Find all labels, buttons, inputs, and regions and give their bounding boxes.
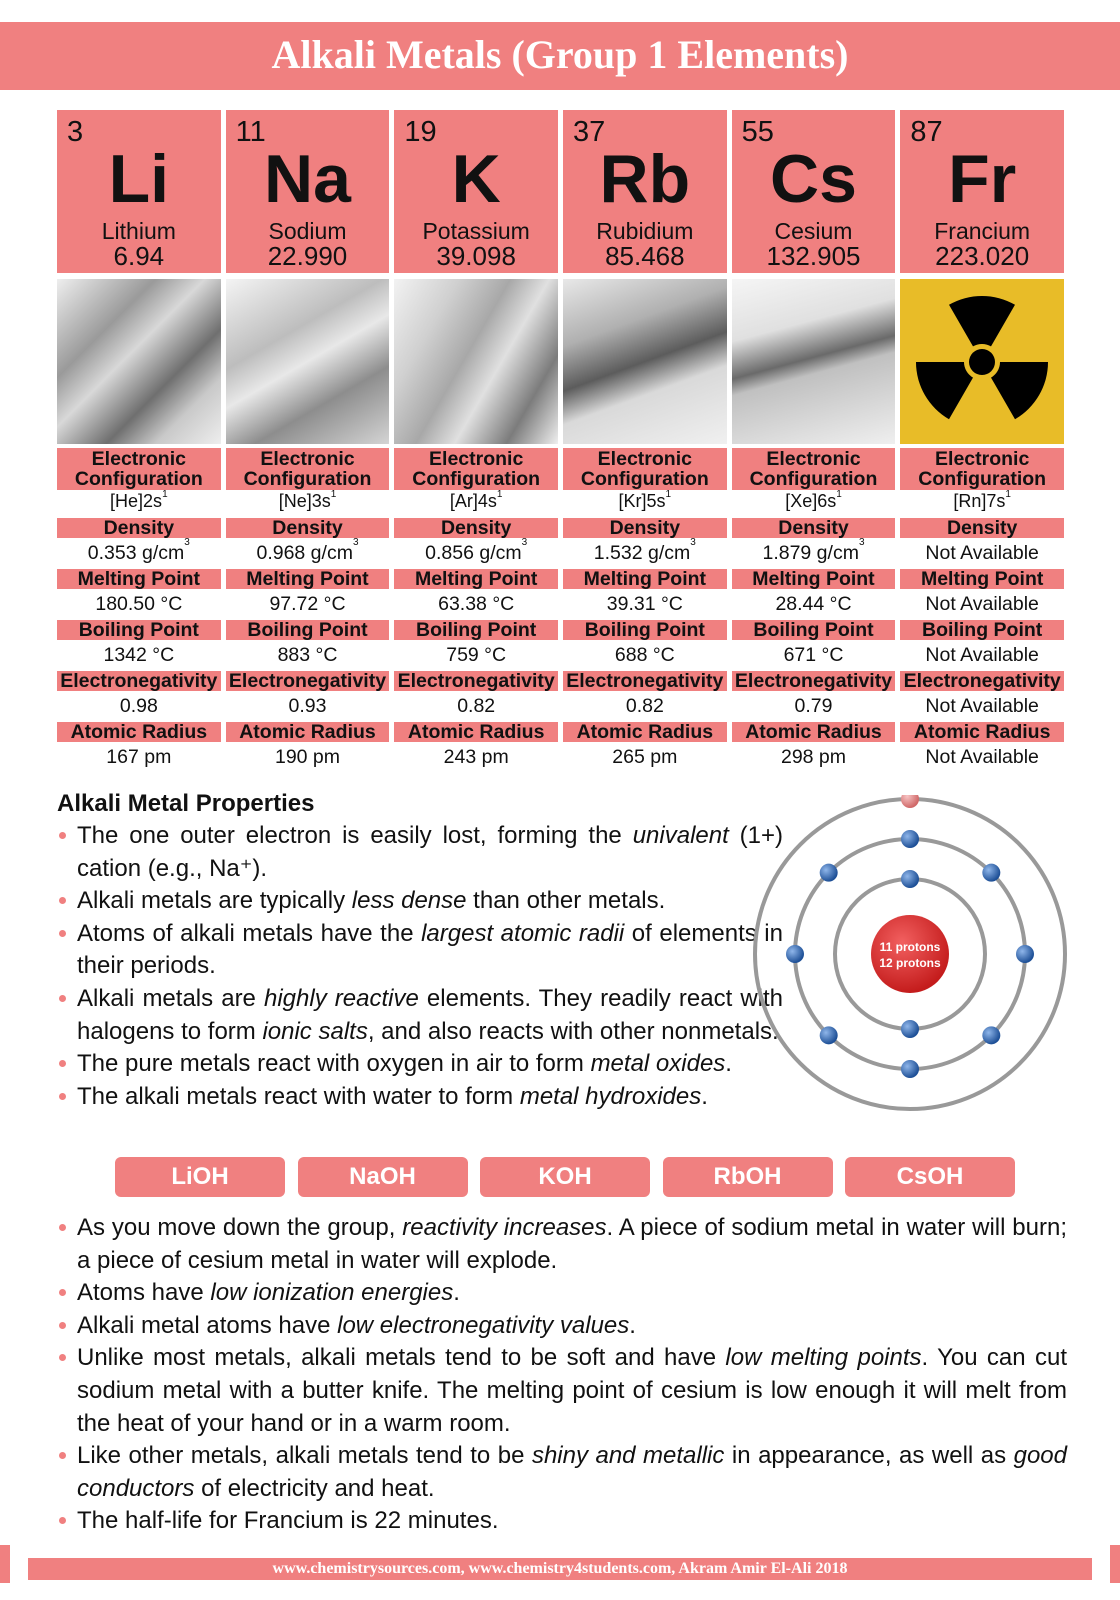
label-boiling: Boiling Point <box>394 620 558 640</box>
text-run: highly reactive <box>264 984 419 1012</box>
value-melting <box>900 589 1064 616</box>
value-text: 759 °C <box>446 644 507 666</box>
value-text: [Xe]6s <box>785 491 837 511</box>
text-run: . A piece of sodium metal in water will burn; a piece of cesium metal in water will explode. <box>77 1214 1067 1274</box>
label-boiling: Boiling Point <box>732 620 896 640</box>
element-photo <box>394 279 558 444</box>
value-density: 0.856 $g/cm^3$ <box>425 537 528 564</box>
value-text: Not Available <box>925 593 1039 615</box>
text-run: less dense <box>351 887 467 915</box>
list-item <box>57 1277 1067 1310</box>
atomic-mass: 132.905 <box>766 241 861 271</box>
text-run: . <box>701 1082 708 1110</box>
middle-electron <box>982 1026 1000 1044</box>
hydroxide-badge-csoh: CsOH <box>845 1157 1015 1197</box>
label-en: Electronegativity <box>732 671 896 691</box>
value-text: [He]2s <box>110 491 163 511</box>
page-title: Alkali Metals (Group 1 Elements) <box>0 22 1120 90</box>
value-en <box>57 691 221 718</box>
value-text: 243 pm <box>443 746 509 768</box>
properties-list-bottom <box>57 1212 1067 1538</box>
element-name: Sodium <box>268 218 347 244</box>
label-config: Electronic Configuration <box>57 448 221 490</box>
element-name: Potassium <box>422 218 530 244</box>
value-en <box>226 691 390 718</box>
label-en: Electronegativity <box>900 671 1064 691</box>
text-run: The alkali metals react with water to form <box>77 1082 520 1110</box>
label-en: Electronegativity <box>563 671 727 691</box>
text-run: . You can cut sodium metal with a butter knife. The melting point of cesium is low enough it will melt from the heat of your hand or in a warm room. <box>77 1344 1067 1437</box>
list-item <box>57 1342 1067 1440</box>
label-boiling: Boiling Point <box>900 620 1064 640</box>
value-boiling <box>57 640 221 667</box>
text-run: , and also reacts with other nonmetals. <box>367 1017 779 1045</box>
middle-electron <box>901 1060 919 1078</box>
element-name: Lithium <box>101 218 176 244</box>
atomic-mass: 85.468 <box>605 241 685 271</box>
element-column-cs <box>732 110 896 769</box>
value-config: $[Ne]3s^1$ <box>278 489 337 511</box>
text-run: The half-life for Francium is 22 minutes. <box>77 1507 499 1535</box>
value-config: $[Ar]4s^1$ <box>449 489 503 511</box>
hydroxide-badge-naoh: NaOH <box>298 1157 468 1197</box>
element-tile <box>394 110 558 273</box>
list-item <box>57 1440 1067 1505</box>
middle-electron <box>982 864 1000 882</box>
text-run: . <box>725 1050 732 1078</box>
hydroxide-badge-koh: KOH <box>480 1157 650 1197</box>
middle-electron <box>901 830 919 848</box>
value-text: 0.79 <box>794 695 833 717</box>
nucleus <box>871 915 949 993</box>
element-symbol: Fr <box>948 141 1017 217</box>
value-text: [Ne]3s <box>278 491 331 511</box>
label-en: Electronegativity <box>57 671 221 691</box>
value-density <box>900 538 1064 565</box>
label-boiling: Boiling Point <box>57 620 221 640</box>
value-text: 883 °C <box>277 644 338 666</box>
label-melting: Melting Point <box>57 569 221 589</box>
text-run: Like other metals, alkali metals tend to be <box>77 1442 532 1470</box>
list-item <box>57 983 783 1048</box>
value-text: 97.72 °C <box>269 593 346 615</box>
middle-electron <box>820 864 838 882</box>
text-run: Atoms have <box>77 1279 211 1307</box>
label-melting: Melting Point <box>900 569 1064 589</box>
value-text: 1342 °C <box>103 644 175 666</box>
element-tile <box>563 110 727 273</box>
label-density: Density <box>57 518 221 538</box>
value-radius <box>394 742 558 769</box>
value-text: 39.31 °C <box>606 593 683 615</box>
label-density: Density <box>563 518 727 538</box>
list-item <box>57 820 783 885</box>
label-density: Density <box>900 518 1064 538</box>
value-melting <box>563 589 727 616</box>
value-text: 0.82 <box>625 695 664 717</box>
nucleus-label-2: 12 protons <box>879 956 941 970</box>
value-text: 265 pm <box>612 746 678 768</box>
value-text: [Ar]4s <box>449 491 497 511</box>
footer-edge-left <box>0 1545 10 1583</box>
inner-electron <box>901 1020 919 1038</box>
footer-edge-right <box>1110 1545 1120 1583</box>
label-melting: Melting Point <box>732 569 896 589</box>
text-run: Atoms of alkali metals have the <box>77 919 422 947</box>
element-column-li <box>57 110 221 769</box>
value-text: Not Available <box>925 542 1039 564</box>
label-radius: Atomic Radius <box>900 722 1064 742</box>
hydroxide-badge-rboh: RbOH <box>663 1157 833 1197</box>
element-photo <box>563 279 727 444</box>
label-melting: Melting Point <box>394 569 558 589</box>
label-radius: Atomic Radius <box>394 722 558 742</box>
text-run: (1+) cation (e.g., Na⁺). <box>77 822 784 882</box>
value-text: 167 pm <box>106 746 172 768</box>
label-radius: Atomic Radius <box>563 722 727 742</box>
label-density: Density <box>394 518 558 538</box>
text-run: The one outer electron is easily lost, forming the <box>77 822 633 849</box>
value-text: [Kr]5s <box>618 491 666 511</box>
value-config: $[Xe]6s^1$ <box>785 489 842 511</box>
text-run: ionic salts <box>262 1017 368 1045</box>
atomic-mass: 223.020 <box>935 241 1030 271</box>
hydroxide-list <box>115 1157 1015 1197</box>
list-item <box>57 1081 783 1114</box>
label-config: Electronic Configuration <box>732 448 896 490</box>
label-radius: Atomic Radius <box>57 722 221 742</box>
element-symbol: Rb <box>599 141 691 217</box>
value-density: 1.879 $g/cm^3$ <box>762 537 865 564</box>
value-text: 63.38 °C <box>438 593 515 615</box>
atomic-number: 87 <box>910 116 943 148</box>
value-text: Not Available <box>925 746 1039 768</box>
atomic-mass: 6.94 <box>113 241 165 271</box>
text-run: metal oxides <box>590 1050 726 1078</box>
value-text: [Rn]7s <box>953 491 1006 511</box>
value-radius <box>226 742 390 769</box>
radiation-hazard-icon <box>900 279 1064 444</box>
element-tile <box>57 110 221 273</box>
hydroxide-badge-lioh: LiOH <box>115 1157 285 1197</box>
value-text: 0.856 g/cm <box>425 542 522 564</box>
valence-electron <box>901 795 919 808</box>
middle-electron <box>1016 945 1034 963</box>
value-text: Not Available <box>925 644 1039 666</box>
properties-heading: Alkali Metal Properties <box>57 790 315 817</box>
list-item <box>57 918 783 983</box>
value-text: 180.50 °C <box>95 593 183 615</box>
element-column-k <box>394 110 558 769</box>
element-name: Cesium <box>774 218 853 244</box>
text-run: low melting points <box>725 1344 922 1372</box>
text-run: of electricity and heat. <box>194 1474 435 1502</box>
element-name: Francium <box>934 218 1031 244</box>
text-run: . <box>629 1311 636 1339</box>
list-item <box>57 885 783 918</box>
label-en: Electronegativity <box>226 671 390 691</box>
atomic-mass: 39.098 <box>436 241 516 271</box>
text-run: elements. They readily react with halogens to form <box>77 984 783 1045</box>
value-boiling <box>394 640 558 667</box>
value-radius <box>900 742 1064 769</box>
atomic-number: 37 <box>573 116 606 148</box>
value-text: 1.879 g/cm <box>762 542 859 564</box>
atomic-number: 11 <box>235 116 266 148</box>
value-radius <box>563 742 727 769</box>
value-text: 0.353 g/cm <box>87 542 185 564</box>
footer-credits: www.chemistrysources.com, www.chemistry4students.com, Akram Amir El-Ali 2018 <box>28 1558 1092 1580</box>
text-run: Alkali metals are typically <box>77 887 352 915</box>
element-symbol: Na <box>264 141 351 217</box>
text-run: good conductors <box>77 1442 1067 1502</box>
atomic-number: 55 <box>741 116 774 148</box>
value-en <box>563 691 727 718</box>
value-boiling <box>900 640 1064 667</box>
value-config: $[Rn]7s^1$ <box>953 489 1011 511</box>
properties-list-top <box>57 820 783 1113</box>
text-run: in appearance, as well as <box>724 1442 1014 1470</box>
value-text: 0.93 <box>288 695 327 717</box>
element-photo <box>732 279 896 444</box>
element-column-rb <box>563 110 727 769</box>
value-melting <box>394 589 558 616</box>
label-config: Electronic Configuration <box>226 448 390 490</box>
label-boiling: Boiling Point <box>563 620 727 640</box>
text-run: low ionization energies <box>210 1279 454 1307</box>
value-text: 671 °C <box>783 644 844 666</box>
value-density: 0.353 $g/cm^3$ <box>87 537 190 564</box>
element-grid <box>57 110 1064 769</box>
element-tile <box>226 110 390 273</box>
text-run: Alkali metal atoms have <box>77 1311 338 1339</box>
label-config: Electronic Configuration <box>394 448 558 490</box>
element-symbol: K <box>451 141 501 217</box>
element-column-fr <box>900 110 1064 769</box>
inner-electron <box>901 870 919 888</box>
list-item <box>57 1048 783 1081</box>
value-boiling <box>732 640 896 667</box>
list-item <box>57 1212 1067 1277</box>
value-config: $[He]2s^1$ <box>110 489 168 511</box>
value-text: 1.532 g/cm <box>593 542 691 564</box>
value-melting <box>732 589 896 616</box>
label-melting: Melting Point <box>226 569 390 589</box>
value-boiling <box>226 640 390 667</box>
value-radius <box>732 742 896 769</box>
value-text: 28.44 °C <box>775 593 852 615</box>
element-tile <box>732 110 896 273</box>
text-run: univalent <box>632 822 729 849</box>
atomic-number: 19 <box>404 116 437 148</box>
value-density: 0.968 $g/cm^3$ <box>256 537 359 564</box>
text-run: metal hydroxides <box>519 1082 702 1110</box>
text-run: As you move down the group, <box>77 1214 403 1241</box>
text-run: reactivity increases <box>402 1214 607 1241</box>
value-en <box>732 691 896 718</box>
text-run: than other metals. <box>466 887 666 915</box>
list-item <box>57 1310 1067 1343</box>
label-boiling: Boiling Point <box>226 620 390 640</box>
value-en <box>900 691 1064 718</box>
value-text: 0.82 <box>457 695 496 717</box>
label-radius: Atomic Radius <box>732 722 896 742</box>
text-run: largest atomic radii <box>421 919 625 947</box>
element-column-na <box>226 110 390 769</box>
value-boiling <box>563 640 727 667</box>
value-melting <box>226 589 390 616</box>
label-melting: Melting Point <box>563 569 727 589</box>
middle-electron <box>820 1026 838 1044</box>
label-density: Density <box>732 518 896 538</box>
text-run: low electronegativity values <box>337 1311 630 1339</box>
element-tile <box>900 110 1064 273</box>
element-symbol: Li <box>108 141 170 217</box>
nucleus-label-1: 11 protons <box>879 940 941 954</box>
value-text: 688 °C <box>614 644 675 666</box>
label-config: Electronic Configuration <box>563 448 727 490</box>
label-radius: Atomic Radius <box>226 722 390 742</box>
value-text: 298 pm <box>780 746 847 768</box>
text-run: . <box>453 1279 460 1307</box>
text-run: Unlike most metals, alkali metals tend to be soft and have <box>77 1344 726 1372</box>
element-symbol: Cs <box>770 141 857 217</box>
text-run: shiny and metallic <box>531 1442 725 1470</box>
atomic-number: 3 <box>67 116 84 148</box>
text-run: The pure metals react with oxygen in air to form <box>77 1050 591 1078</box>
value-text: 0.98 <box>119 695 158 717</box>
value-text: Not Available <box>925 695 1039 717</box>
value-config: $[Kr]5s^1$ <box>618 489 672 511</box>
label-density: Density <box>226 518 390 538</box>
value-radius <box>57 742 221 769</box>
text-run: Alkali metals are <box>77 984 264 1012</box>
value-density: 1.532 $g/cm^3$ <box>593 537 696 564</box>
atomic-mass: 22.990 <box>267 241 348 271</box>
value-en <box>394 691 558 718</box>
sodium-atom-diagram <box>750 795 1070 1115</box>
element-name: Rubidium <box>596 218 694 244</box>
text-run: of elements in their periods. <box>77 919 783 980</box>
value-text: 190 pm <box>274 746 341 768</box>
element-photo <box>226 279 390 444</box>
value-text: 0.968 g/cm <box>256 542 353 564</box>
value-melting <box>57 589 221 616</box>
label-config: Electronic Configuration <box>900 448 1064 490</box>
middle-electron <box>786 945 804 963</box>
label-en: Electronegativity <box>394 671 558 691</box>
list-item <box>57 1505 1067 1538</box>
element-photo <box>57 279 221 444</box>
